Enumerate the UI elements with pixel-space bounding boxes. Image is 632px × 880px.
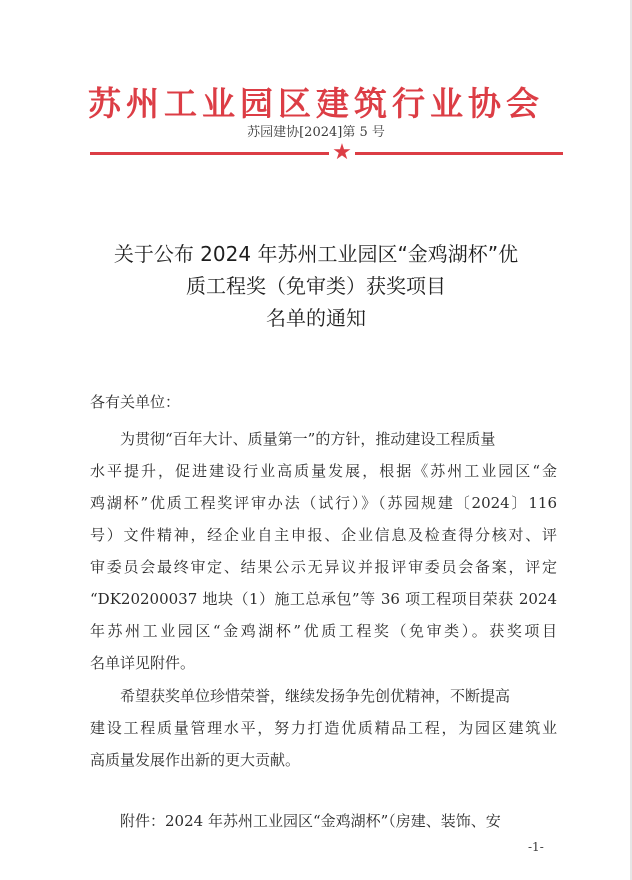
- notice-title-line-1: 关于公布 2024 年苏州工业园区“金鸡湖杯”优: [113, 242, 519, 266]
- paragraph-1-line-2: 水平提升，促进建设行业高质量发展，根据《苏州工业园区“金: [90, 462, 557, 480]
- star-icon: ★: [332, 140, 352, 165]
- red-divider-right: [355, 152, 563, 155]
- paragraph-1-line-5: 审委员会最终审定、结果公示无异议并报评审委员会备案，评定: [90, 558, 557, 576]
- notice-title-line-3: 名单的通知: [266, 306, 366, 330]
- salutation: 各有关单位：: [90, 393, 181, 411]
- paragraph-1-line-7: 年苏州工业园区“金鸡湖杯”优质工程奖（免审类）。获奖项目: [90, 622, 557, 640]
- notice-title-line-2: 质工程奖（免审类）获奖项目: [186, 274, 446, 298]
- paragraph-1-line-4: 号）文件精神，经企业自主申报、企业信息及检查得分核对、评: [90, 526, 557, 544]
- organization-title: 苏州工业园区建筑行业协会: [88, 84, 544, 123]
- paragraph-2-line-2: 建设工程质量管理水平，努力打造优质精品工程，为园区建筑业: [90, 719, 557, 737]
- paragraph-1-line-6: “DK20200037 地块（1）施工总承包”等 36 项工程项目荣获 2024: [90, 590, 557, 608]
- paragraph-2-line-3: 高质量发展作出新的更大贡献。: [90, 751, 301, 769]
- red-divider-left: [90, 152, 329, 155]
- paragraph-1-line-1: 为贯彻“百年大计、质量第一”的方针，推动建设工程质量: [120, 430, 496, 448]
- paragraph-2-line-1: 希望获奖单位珍惜荣誉，继续发扬争先创优精神，不断提高: [120, 687, 511, 705]
- page-number: -1-: [528, 840, 544, 854]
- paragraph-1-line-3: 鸡湖杯”优质工程奖评审办法（试行）》（苏园规建〔2024〕116: [90, 494, 557, 512]
- paragraph-1-line-8: 名单详见附件。: [90, 654, 196, 672]
- document-number: 苏园建协[2024]第 5 号: [247, 125, 385, 140]
- attachment-line: 附件：2024 年苏州工业园区“金鸡湖杯”（房建、装饰、安: [120, 812, 501, 830]
